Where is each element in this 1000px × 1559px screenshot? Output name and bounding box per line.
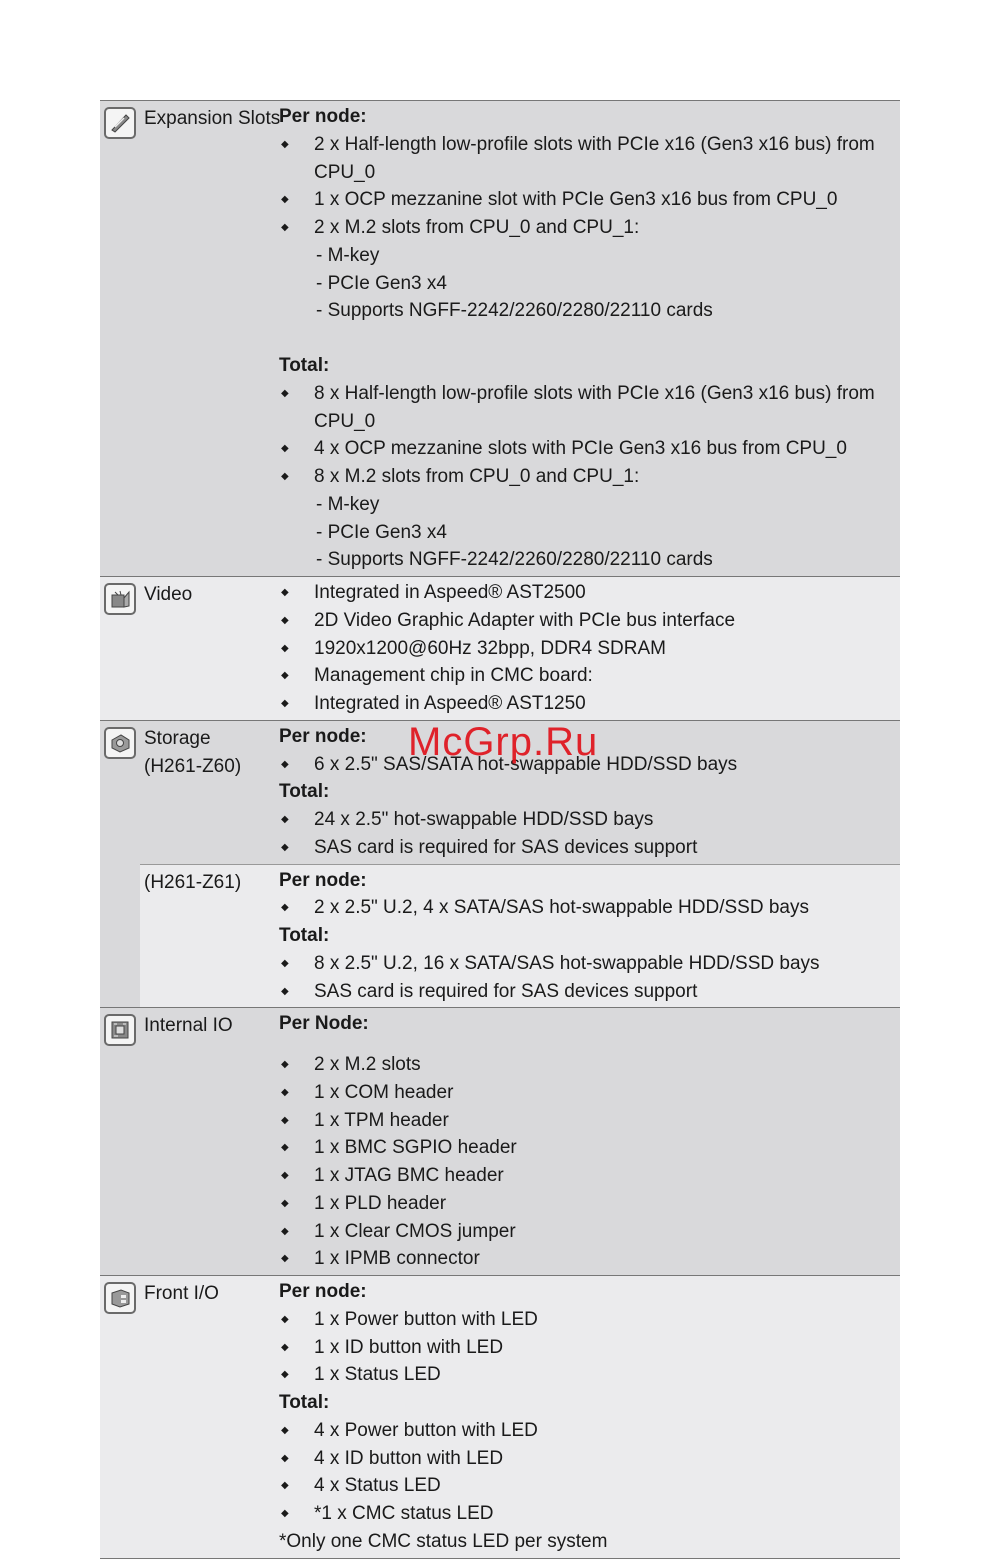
motherboard-icon <box>104 1014 136 1046</box>
list-item: ◆ 2 x M.2 slots from CPU_0 and CPU_1: <box>279 214 900 242</box>
row-label <box>144 725 241 781</box>
list-item: ◆ 1 x TPM header <box>279 1107 900 1135</box>
section-heading: Total: <box>279 1392 330 1413</box>
list-item: ◆ 4 x Power button with LED <box>279 1417 900 1445</box>
row-label: Video <box>144 584 193 605</box>
row-label: (H261-Z61) <box>144 871 242 893</box>
storage-label: Storage <box>144 727 211 749</box>
row-content <box>279 1276 900 1558</box>
list-item: ◆ 1 x Status LED <box>279 1361 900 1389</box>
section-heading: Per node: <box>279 106 367 127</box>
row-label: Internal IO <box>144 1015 233 1037</box>
list-item: ◆ 2 x 2.5" U.2, 4 x SATA/SAS hot-swappable HDD/SSD bays <box>279 894 900 922</box>
row-content <box>279 101 900 576</box>
section-heading: Per node: <box>279 869 367 891</box>
list-item: ◆ 1 x Power button with LED <box>279 1306 900 1334</box>
row-content <box>279 1008 900 1275</box>
row-label: Front I/O <box>144 1283 219 1304</box>
row-expansion-slots <box>100 101 900 577</box>
list-item: ◆ 6 x 2.5" SAS/SATA hot-swappable HDD/SSD bays <box>279 751 900 779</box>
sub-item: - Supports NGFF-2242/2260/2280/22110 cards <box>316 300 713 322</box>
list-item: ◆ 1 x JTAG BMC header <box>279 1162 900 1190</box>
section-heading: Per node: <box>279 725 367 747</box>
list-item: ◆ 1 x PLD header <box>279 1190 900 1218</box>
list-item: ◆ 1 x ID button with LED <box>279 1334 900 1362</box>
video-chip-icon <box>104 583 136 615</box>
list-item: ◆ Integrated in Aspeed® AST1250 <box>279 690 900 718</box>
list-item: ◆ Management chip in CMC board: <box>279 662 900 690</box>
list-item: ◆ 1920x1200@60Hz 32bpp, DDR4 SDRAM <box>279 635 900 663</box>
row-video <box>100 577 900 721</box>
front-panel-icon <box>104 1282 136 1314</box>
sub-item: - M-key <box>316 244 380 266</box>
row-content <box>279 865 900 1008</box>
list-item: ◆ 1 x COM header <box>279 1079 900 1107</box>
storage-model-label: (H261-Z60) <box>144 755 242 777</box>
row-front-io <box>100 1276 900 1559</box>
list-item: ◆ 24 x 2.5" hot-swappable HDD/SSD bays <box>279 806 900 834</box>
sub-item: - PCIe Gen3 x4 <box>316 521 447 543</box>
row-label: Expansion Slots <box>144 108 281 129</box>
list-item: ◆ SAS card is required for SAS devices support <box>279 978 900 1006</box>
section-heading: Total: <box>279 925 330 946</box>
list-item: ◆ 8 x Half-length low-profile slots with PCIe x16 (Gen3 x16 bus) from CPU_0 <box>279 380 900 436</box>
section-heading: Total: <box>279 781 330 803</box>
sub-item: - Supports NGFF-2242/2260/2280/22110 cards <box>316 549 713 571</box>
list-item: ◆ *1 x CMC status LED <box>279 1500 900 1528</box>
list-item: ◆ 1 x IPMB connector <box>279 1245 900 1273</box>
list-item: ◆ 2 x Half-length low-profile slots with PCIe x16 (Gen3 x16 bus) from CPU_0 <box>279 131 900 187</box>
list-item: ◆ 2D Video Graphic Adapter with PCIe bus interface <box>279 607 900 635</box>
row-storage-z61 <box>140 864 900 1008</box>
list-item: ◆ 1 x Clear CMOS jumper <box>279 1218 900 1246</box>
section-heading: Per node: <box>279 1281 367 1302</box>
list-item: ◆ 2 x M.2 slots <box>279 1051 900 1079</box>
list-item: ◆ 8 x M.2 slots from CPU_0 and CPU_1: <box>279 463 900 491</box>
list-item: ◆ 1 x OCP mezzanine slot with PCIe Gen3 x16 bus from CPU_0 <box>279 186 900 214</box>
list-item: ◆ 4 x OCP mezzanine slots with PCIe Gen3 x16 bus from CPU_0 <box>279 435 900 463</box>
expansion-card-icon <box>104 107 136 139</box>
hard-drive-icon <box>104 727 136 759</box>
section-heading: Total: <box>279 355 330 376</box>
list-item: ◆ 8 x 2.5" U.2, 16 x SATA/SAS hot-swappable HDD/SSD bays <box>279 950 900 978</box>
list-item: ◆ 1 x BMC SGPIO header <box>279 1134 900 1162</box>
row-internal-io <box>100 1008 900 1276</box>
list-item: ◆ 4 x ID button with LED <box>279 1445 900 1473</box>
watermark: McGrp.Ru <box>408 720 599 764</box>
row-content <box>279 577 900 720</box>
footnote: *Only one CMC status LED per system <box>279 1530 608 1552</box>
list-item: ◆ 4 x Status LED <box>279 1472 900 1500</box>
section-heading: Per Node: <box>279 1013 369 1035</box>
spec-table <box>100 100 900 1559</box>
sub-item: - M-key <box>316 493 380 515</box>
list-item: ◆ SAS card is required for SAS devices support <box>279 834 900 862</box>
list-item: ◆ Integrated in Aspeed® AST2500 <box>279 579 900 607</box>
sub-item: - PCIe Gen3 x4 <box>316 272 447 294</box>
